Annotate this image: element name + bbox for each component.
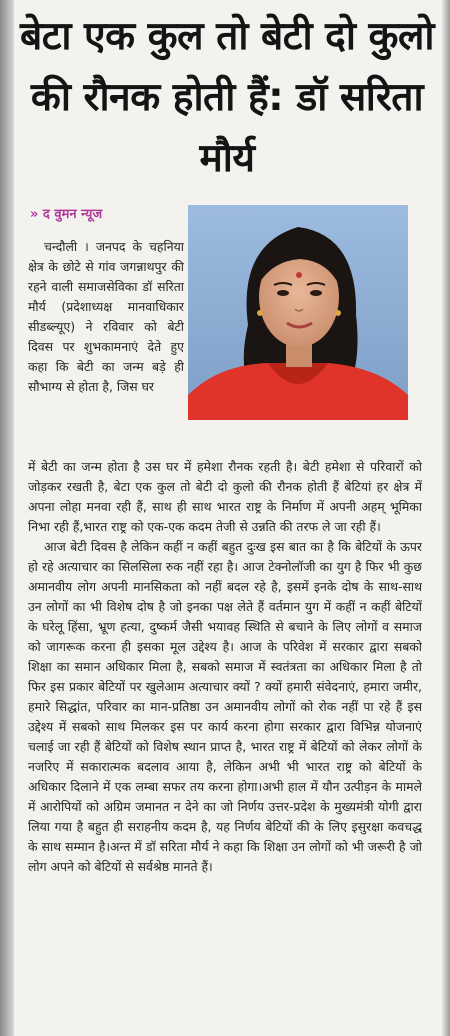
portrait-illustration — [188, 205, 408, 420]
article-byline: » द वुमन न्यूज — [30, 207, 103, 222]
body-paragraph: आज बेटी दिवस है लेकिन कहीं न कहीं बहुत दुःख इस बात का है कि बेटियों के ऊपर हो रहे अत्याचार का सिलसिला रुक नहीं रहा है। आज टेक्नोलॉजी का युग है फिर भी कुछ अमानवीय लोग अपनी मानसिकता को नहीं बदल रहे है, इसमें इनके दोष के साथ-साथ उन लोगों का भी विशेष दोष है जो इनका पक्ष लेते हैं वर्तमान युग में कहीं न कहीं बेटियों के घरेलू हिंसा, भ्रूण हत्या, दुष्कर्म जैसी भयावह स्थिति से बचाने के लिए लोगों व समाज को जागरूक करना ही इसका मूल उद्देश्य है। आज के परिवेश में सरकार द्वारा सबको शिक्षा का समान अधिकार मिला है, सबको समाज में स्वतंत्रता का अधिकार मिला है तो फिर इस प्रकार बेटियों पर खुलेआम अत्याचार क्यों ? क्यों हमारी संवेदनाएं, हमारा जमीर, हमारे सिद्धांत, परिवार का मान-प्रतिष्ठा उन अमानवीय लोगों को रोक नहीं पा रहे हैं इस उद्देश्य में सबको साथ मिलकर इस पर कार्य करना होगा सरकार द्वारा विभिन्न योजनाएं चलाई जा रही हैं बेटियों को विशेष स्थान प्राप्त है, भारत राष्ट्र में बेटियों को लेकर लोगों के नजरिए में सकारात्मक बदलाव आया है, लेकिन अभी भी भारत राष्ट्र को बेटियों के अधिकार दिलाने में एक लम्बा सफर तय करना होगा।अभी हाल में यौन उत्पीड़न के मामले में आरोपियों को अग्रिम जमानत न देने का जो निर्णय उत्तर-प्रदेश के मुख्यमंत्री योगी द्वारा लिया गया है बहुत ही सराहनीय कदम है, यह निर्णय बेटियों की के लिए इसुरक्षा कवचद्ध के साथ सम्मान है।अन्त में डॉ सरिता मौर्य ने कहा कि शिक्षा उन लोगों को भी जरूरी है जो लोग अपने को बेटियों से सर्वश्रेष्ठ मानते हैं। — [28, 539, 422, 874]
portrait-photo — [188, 205, 408, 420]
page-edge-right — [442, 0, 450, 1036]
intro-continuation: में बेटी का जन्म होता है उस घर में हमेशा रौनक रहती है। बेटी हमेशा से परिवारों को जोड़कर रखती है, बेटा एक कुल तो बेटी दो कुलो की रौनक होती हैं बेटियां हर क्षेत्र में अपना लोहा मनवा रही हैं, साथ ही साथ भारत राष्ट्र के निर्माण में अपनी अहम् भूमिका निभा रही हैं,भारत राष्ट्र को एक-एक कदम तेजी से उन्नति की तरफ ले जा रही हैं। — [28, 459, 422, 534]
article-body — [28, 457, 422, 1027]
page-edge-left — [0, 0, 14, 1036]
article-intro-left-column — [28, 237, 184, 457]
article-headline: बेटा एक कुल तो बेटी दो कुलो की रौनक होती हैं: डॉ सरिता मौर्य — [19, 14, 435, 181]
intro-paragraph: चन्दौली । जनपद के चहनिया क्षेत्र के छोटे से गांव जगन्नाथपुर की रहने वाली समाजसेविका डॉ सरिता मौर्य (प्रदेशाध्यक्ष मानवाधिकार सीडब्ल्यूए) ने रविवार को बेटी दिवस पर शुभकामनाएं देते हुए कहा कि बेटी का जन्म बड़े ही सौभाग्य से होता है, जिस घर — [28, 239, 184, 394]
